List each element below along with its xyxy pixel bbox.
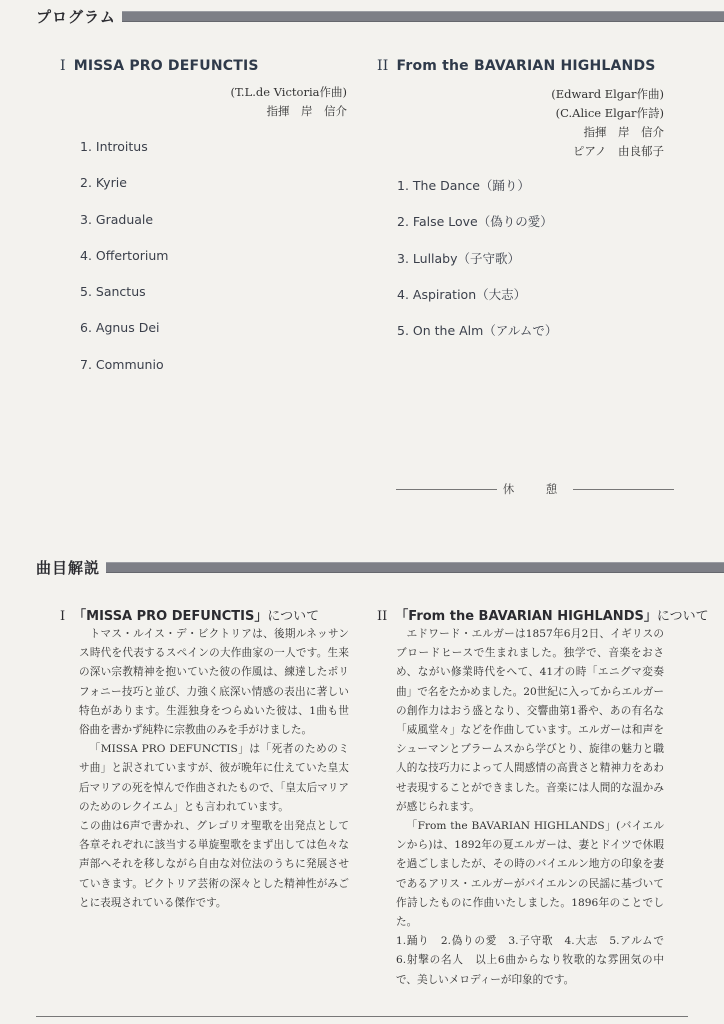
track-item: 5. On the Alm（アルムで） — [397, 323, 558, 339]
work1-title: MISSA PRO DEFUNCTIS — [73, 58, 259, 74]
note2-numeral: II — [377, 609, 388, 624]
track-item: 7. Communio — [80, 356, 164, 372]
note1-paragraph: この曲は6声で書かれ、グレゴリオ聖歌を出発点として各章それぞれに該当する単旋聖歌をまず出しては色々な声部へそれを移しながら自由な対位法のうちに発展させていきます。ビクトリア芸術の深々とした精神性がみごとに表現されている傑作です。 — [79, 820, 349, 909]
note2-paragraph: 「From the BAVARIAN HIGHLANDS」(バイエルンから)は、1892年の夏エルガーは、妻とドイツで休暇を過ごしましたが、その時のバイエルン地方の印象を妻であるアリス・エルガーがバイエルンの民謡に基づいて作詩したものに作曲いたしました。1896年のことでした。 — [396, 820, 664, 929]
work2-numeral: II — [377, 58, 389, 74]
note2-title-line — [377, 605, 709, 624]
work2-conductor: 指揮 岸 信介 — [583, 125, 664, 139]
divider — [573, 489, 674, 490]
work2-pianist: ピアノ 由良郁子 — [572, 144, 664, 158]
work1-title-line — [60, 58, 259, 74]
note1-paragraph: 「MISSA PRO DEFUNCTIS」は「死者のためのミサ曲」と訳されていますが、彼が晩年に仕えていた皇太后マリアの死を悼んで作曲されたもので、「皇太后マリアのためのレクイエム」とも言われています。 — [79, 743, 349, 813]
program-section-header — [36, 6, 724, 27]
divider — [396, 489, 497, 490]
header-bar — [122, 11, 724, 22]
track-item: 4. Offertorium — [80, 247, 169, 263]
intermission — [396, 481, 674, 497]
note2-title: 「From the BAVARIAN HIGHLANDS」 — [395, 609, 657, 624]
note2-paragraph: エドワード・エルガーは1857年6月2日、イギリスのブロードヒースで生まれました。独学で、音楽をおさめ、ながい修業時代をへて、41才の時「エニグマ変奏曲」で名をたかめました。20世紀に入ってからエルガーの創作力はおう盛となり、交響曲第1番や、あの有名な「威風堂々」などを作曲しています。エルガーは和声をシューマンとブラームスから学びとり、旋律の魅力と職人的な技巧力によって人間感情の高貴さと精神力をあわせ表現することができました。音楽には人間的な温かみが感じられます。 — [396, 628, 664, 813]
work1-credits — [230, 83, 347, 121]
note1-title-tail: について — [267, 609, 320, 624]
work2-lyricist: (C.Alice Elgar作詩) — [555, 106, 664, 120]
note2-paragraph: 1.踊り 2.偽りの愛 3.子守歌 4.大志 5.アルムで 6.射撃の名人 以上6曲からなり牧歌的な雰囲気の中で、美しいメロディーが印象的です。 — [396, 935, 675, 986]
work1-composer: (T.L.de Victoria作曲) — [230, 85, 347, 99]
note1-body — [79, 625, 349, 913]
track-item: 1. Introitus — [80, 139, 148, 154]
work2-title: From the BAVARIAN HIGHLANDS — [396, 58, 656, 74]
work1-track-list — [80, 139, 168, 393]
track-item: 2. False Love（偽りの愛） — [397, 214, 553, 230]
notes-section-header — [36, 557, 724, 578]
work2-composer: (Edward Elgar作曲) — [551, 87, 664, 101]
work2-title-line — [377, 58, 656, 74]
work2-credits — [551, 85, 664, 161]
intermission-label: 休 憩 — [502, 482, 568, 496]
work1-numeral: I — [60, 58, 66, 74]
bottom-rule — [36, 1016, 688, 1017]
notes-heading: 曲目解説 — [36, 559, 101, 577]
track-item: 2. Kyrie — [80, 175, 127, 191]
work1-conductor: 指揮 岸 信介 — [266, 104, 347, 118]
work2-track-list — [397, 176, 557, 357]
note1-numeral: I — [60, 609, 66, 624]
note2-body — [396, 625, 675, 990]
track-item: 1. The Dance（踊り） — [397, 178, 530, 193]
program-heading: プログラム — [36, 8, 116, 26]
note1-title: 「MISSA PRO DEFUNCTIS」 — [73, 609, 268, 624]
track-item: 6. Agnus Dei — [80, 320, 160, 336]
note1-title-line — [60, 605, 319, 624]
note2-title-tail: について — [656, 609, 709, 624]
track-item: 5. Sanctus — [80, 284, 146, 300]
note1-paragraph: トマス・ルイス・デ・ビクトリアは、後期ルネッサンス時代を代表するスペインの大作曲家の一人です。生来の深い宗教精神を抱いていた彼の作風は、練達したポリフォニー技巧と並び、力強く底深い情感の表出に著しい特色があります。生涯独身をつらぬいた彼は、1曲も世俗曲を書かず純粋に宗教曲のみを手がけました。 — [79, 628, 349, 737]
track-item: 4. Aspiration（大志） — [397, 286, 527, 302]
header-bar — [106, 562, 724, 573]
track-item: 3. Lullaby（子守歌） — [397, 250, 521, 266]
track-item: 3. Graduale — [80, 211, 154, 227]
